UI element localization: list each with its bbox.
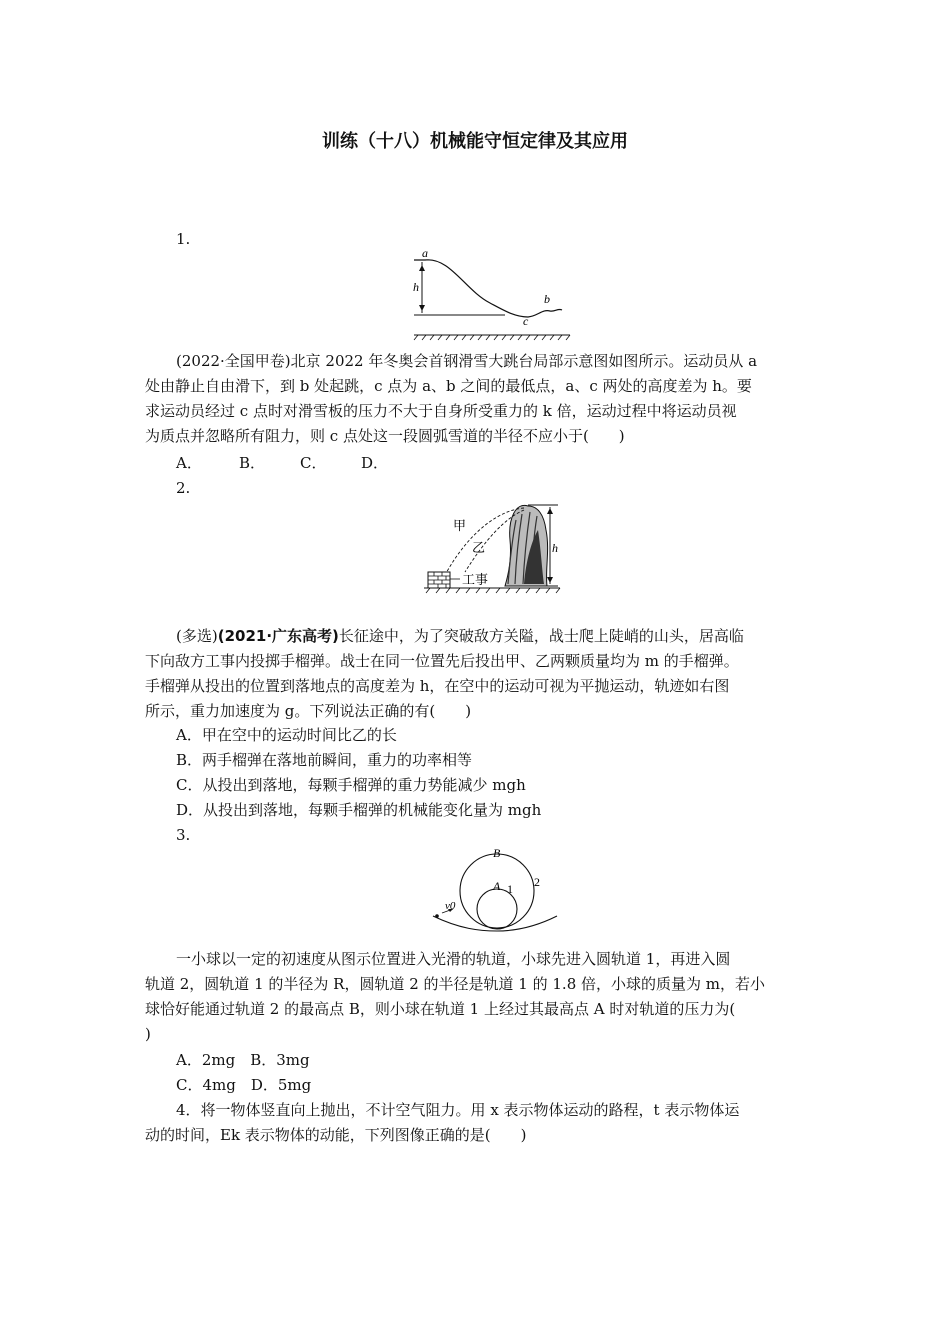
q2-option-c: C．从投出到落地，每颗手榴弹的重力势能减少 mgh (176, 776, 526, 794)
q1-label-a: a (422, 246, 428, 260)
q2-line4: 所示，重力加速度为 g。下列说法正确的有( ) (145, 702, 472, 720)
q3-label-2: 2 (534, 875, 540, 889)
q2-label-yi: 乙 (472, 541, 486, 556)
q1-line1: (2022·全国甲卷)北京 2022 年冬奥会首钢滑雪大跳台局部示意图如图所示。运动员从 a (176, 352, 758, 370)
q2-label-h: h (552, 541, 558, 555)
q1-option-a: A． (176, 454, 202, 472)
q2-label-jia: 甲 (453, 519, 467, 534)
q2-number: 2. (176, 479, 191, 497)
q1-line2: 处由静止自由滑下，到 b 处起跳，c 点为 a、b 之间的最低点，a、c 两处的高度差为 h。要 (145, 377, 752, 395)
q1-number: 1. (176, 230, 191, 248)
q3-label-A: A (493, 879, 501, 893)
q2-prefix: (多选) (176, 627, 218, 645)
q3-line4: ) (145, 1025, 151, 1043)
q1-label-b: b (544, 292, 550, 306)
q4-line2: 动的时间，Ek 表示物体的动能，下列图像正确的是( ) (145, 1126, 527, 1144)
q2-option-d: D．从投出到落地，每颗手榴弹的机械能变化量为 mgh (176, 801, 542, 819)
q1-line3: 求运动员经过 c 点时对滑雪板的压力不大于自身所受重力的 k 倍，运动过程中将运动员视 (145, 402, 737, 420)
q1-line4: 为质点并忽略所有阻力，则 c 点处这一段圆弧雪道的半径不应小于( ) (145, 427, 625, 445)
q1-option-c: C． (300, 454, 327, 472)
q2-label-gongshi: 工事 (462, 573, 489, 588)
q2-line1: (多选)(2021·广东高考)长征途中，为了突破敌方关隘，战士爬上陡峭的山头，居高临 (176, 627, 744, 645)
q3-options-cd: C．4mg D．5mg (176, 1076, 312, 1094)
q3-line1: 一小球以一定的初速度从图示位置进入光滑的轨道，小球先进入圆轨道 1，再进入圆 (176, 950, 731, 968)
q3-line3: 球恰好能通过轨道 2 的最高点 B，则小球在轨道 1 上经过其最高点 A 时对轨道的压力为( (145, 1000, 736, 1018)
q1-source: (2022·全国甲卷) (176, 352, 291, 370)
q3-line2: 轨道 2，圆轨道 1 的半径为 R，圆轨道 2 的半径是轨道 1 的 1.8 倍，小球的质量为 m，若小 (145, 975, 765, 993)
q2-option-b: B．两手榴弹在落地前瞬间，重力的功率相等 (176, 751, 473, 769)
q2-line2: 下向敌方工事内投掷手榴弹。战士在同一位置先后投出甲、乙两颗质量均为 m 的手榴弹。 (145, 652, 739, 670)
q2-grenade-figure (420, 500, 565, 600)
q3-label-1: 1 (507, 882, 513, 896)
q3-label-v0: v0 (445, 900, 456, 912)
q3-label-B: B (493, 846, 501, 860)
page-title: 训练（十八）机械能守恒定律及其应用 (322, 131, 628, 152)
q1-option-b: B． (239, 454, 266, 472)
q3-loop-track-figure (425, 843, 565, 938)
q2-source: (2021·广东高考) (217, 627, 339, 645)
q3-options-ab: A．2mg B．3mg (176, 1051, 310, 1069)
q3-number: 3. (176, 826, 191, 844)
q2-line3: 手榴弹从投出的位置到落地点的高度差为 h，在空中的运动可视为平抛运动，轨迹如右图 (145, 677, 730, 695)
q1-label-h: h (413, 280, 419, 294)
q4-line1: 4．将一物体竖直向上抛出，不计空气阻力。用 x 表示物体运动的路程，t 表示物体运 (176, 1101, 740, 1119)
q1-label-c: c (523, 314, 529, 328)
q2-option-a: A．甲在空中的运动时间比乙的长 (176, 726, 397, 744)
q1-options (176, 450, 841, 476)
q1-option-d: D． (361, 454, 389, 472)
q1-ski-jump-figure (410, 245, 575, 340)
